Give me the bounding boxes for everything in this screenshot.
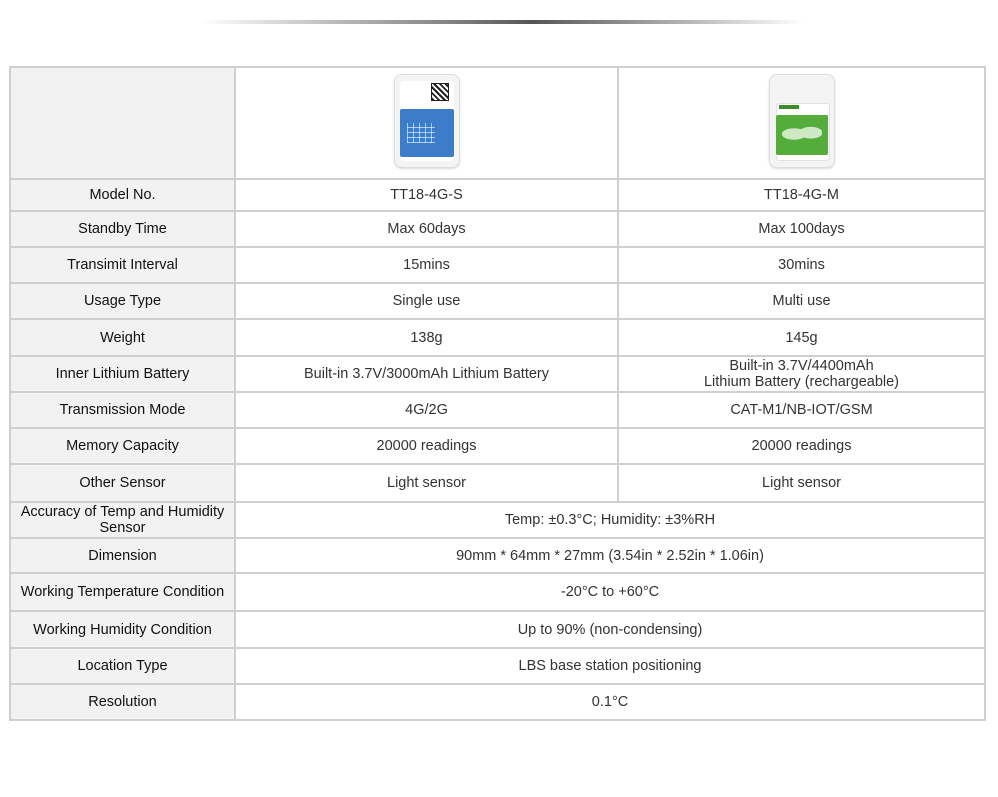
row-label: Weight bbox=[10, 319, 235, 356]
table-row-images bbox=[10, 67, 985, 179]
row-label: Working Humidity Condition bbox=[10, 611, 235, 648]
top-divider bbox=[200, 20, 804, 24]
value-shared: -20°C to +60°C bbox=[235, 573, 985, 611]
value-shared: 90mm * 64mm * 27mm (3.54in * 2.52in * 1.06in) bbox=[235, 538, 985, 573]
row-label: Location Type bbox=[10, 648, 235, 684]
table-row bbox=[10, 211, 985, 247]
table-row bbox=[10, 356, 985, 392]
row-label: Inner Lithium Battery bbox=[10, 356, 235, 392]
value-m: TT18-4G-M bbox=[618, 179, 985, 211]
value-s: 15mins bbox=[235, 247, 618, 283]
value-m: Multi use bbox=[618, 283, 985, 319]
table-row bbox=[10, 319, 985, 356]
row-label: Other Sensor bbox=[10, 464, 235, 502]
row-label: Memory Capacity bbox=[10, 428, 235, 464]
value-s: 138g bbox=[235, 319, 618, 356]
value-m: Max 100days bbox=[618, 211, 985, 247]
row-label: Usage Type bbox=[10, 283, 235, 319]
row-label: Resolution bbox=[10, 684, 235, 720]
row-label-line2: Sensor bbox=[99, 520, 146, 536]
row-label-line1: Accuracy of Temp and Humidity bbox=[20, 504, 225, 520]
table-row bbox=[10, 502, 985, 538]
table-row bbox=[10, 392, 985, 428]
value-s: Built-in 3.7V/3000mAh Lithium Battery bbox=[235, 356, 618, 392]
row-label: Transmission Mode bbox=[10, 392, 235, 428]
row-label bbox=[10, 502, 235, 538]
value-shared: Temp: ±0.3°C; Humidity: ±3%RH bbox=[235, 502, 985, 538]
table-row bbox=[10, 464, 985, 502]
product-image-cell-m bbox=[618, 67, 985, 179]
table-row bbox=[10, 611, 985, 648]
row-label: Dimension bbox=[10, 538, 235, 573]
value-m: Light sensor bbox=[618, 464, 985, 502]
value-m: 30mins bbox=[618, 247, 985, 283]
value-s: Light sensor bbox=[235, 464, 618, 502]
table-row bbox=[10, 179, 985, 211]
value-shared: LBS base station positioning bbox=[235, 648, 985, 684]
value-s: Max 60days bbox=[235, 211, 618, 247]
value-s: 20000 readings bbox=[235, 428, 618, 464]
row-label: Standby Time bbox=[10, 211, 235, 247]
table-row bbox=[10, 684, 985, 720]
spec-comparison-table bbox=[9, 66, 986, 721]
value-m: CAT-M1/NB-IOT/GSM bbox=[618, 392, 985, 428]
value-shared: Up to 90% (non-condensing) bbox=[235, 611, 985, 648]
value-m-line2: Lithium Battery (rechargeable) bbox=[703, 374, 900, 390]
product-image-cell-s bbox=[235, 67, 618, 179]
value-m: 145g bbox=[618, 319, 985, 356]
row-label: Working Temperature Condition bbox=[10, 573, 235, 611]
value-s: 4G/2G bbox=[235, 392, 618, 428]
table-row bbox=[10, 247, 985, 283]
table-row bbox=[10, 283, 985, 319]
device-tt18-4g-s-image bbox=[394, 74, 460, 168]
value-s: Single use bbox=[235, 283, 618, 319]
table-row bbox=[10, 573, 985, 611]
device-tt18-4g-m-image bbox=[769, 74, 835, 168]
table-row bbox=[10, 538, 985, 573]
row-label: Transimit Interval bbox=[10, 247, 235, 283]
value-shared: 0.1°C bbox=[235, 684, 985, 720]
value-s: TT18-4G-S bbox=[235, 179, 618, 211]
table-row bbox=[10, 428, 985, 464]
row-label: Model No. bbox=[10, 179, 235, 211]
value-m-line1: Built-in 3.7V/4400mAh bbox=[729, 358, 874, 374]
table-row bbox=[10, 648, 985, 684]
header-empty-cell bbox=[10, 67, 235, 179]
value-m: 20000 readings bbox=[618, 428, 985, 464]
value-m bbox=[618, 356, 985, 392]
